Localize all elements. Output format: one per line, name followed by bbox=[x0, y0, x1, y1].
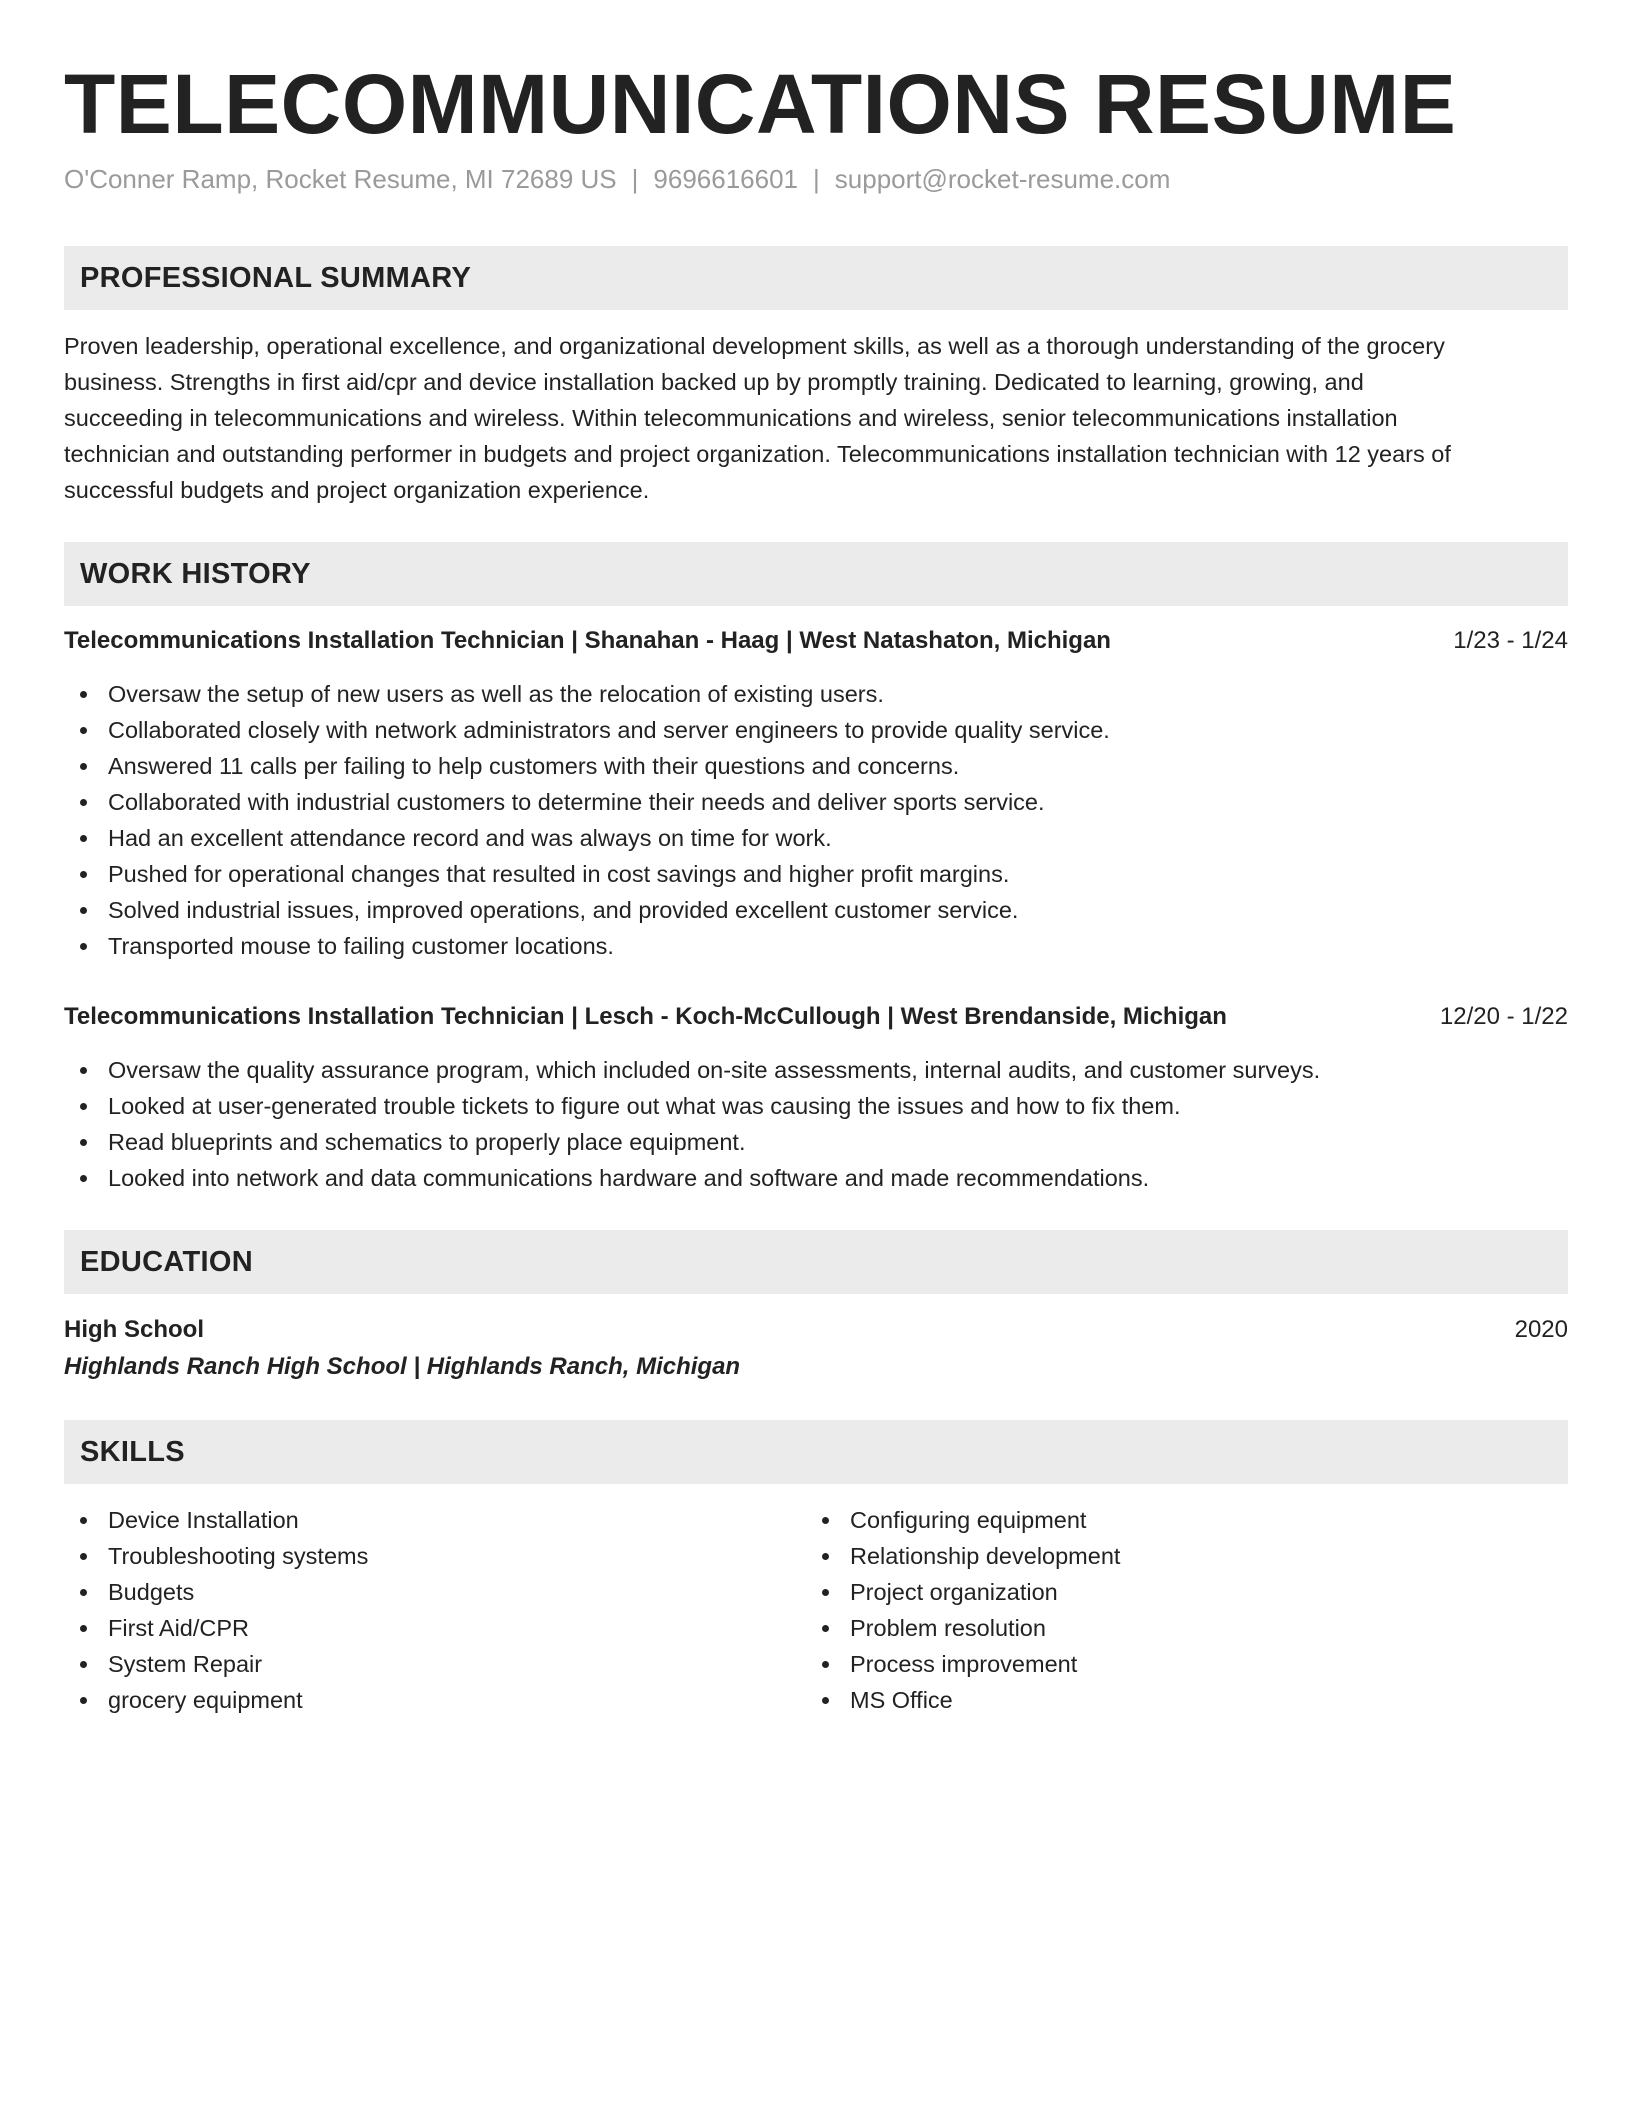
section-heading-work-history: WORK HISTORY bbox=[64, 542, 1568, 606]
skill-item: Process improvement bbox=[806, 1646, 1548, 1682]
skill-item: First Aid/CPR bbox=[64, 1610, 806, 1646]
skill-item: Configuring equipment bbox=[806, 1502, 1548, 1538]
bullet-item: Oversaw the setup of new users as well as the relocation of existing users. bbox=[64, 676, 1568, 712]
skills-list-left bbox=[64, 1502, 806, 1718]
skill-item: Project organization bbox=[806, 1574, 1548, 1610]
resume-page bbox=[64, 54, 1568, 1718]
contact-address: O'Conner Ramp, Rocket Resume, MI 72689 US bbox=[64, 164, 617, 194]
education-school: Highlands Ranch High School | Highlands Ranch, Michigan bbox=[64, 1353, 741, 1380]
summary-line: succeeding in telecommunications and wireless. Within telecommunications and wireless, senior telecommunications installation bbox=[64, 405, 1398, 431]
skill-item: Troubleshooting systems bbox=[64, 1538, 806, 1574]
bullet-item: Collaborated with industrial customers to determine their needs and deliver sports service. bbox=[64, 784, 1568, 820]
contact-email: support@rocket-resume.com bbox=[834, 164, 1171, 194]
bullet-item: Looked at user-generated trouble tickets to figure out what was causing the issues and how to fix them. bbox=[64, 1088, 1568, 1124]
skill-item: grocery equipment bbox=[64, 1682, 806, 1718]
bullet-item: Oversaw the quality assurance program, which included on-site assessments, internal audits, and customer surveys. bbox=[64, 1052, 1568, 1088]
job-title: Telecommunications Installation Technician | Lesch - Koch-McCullough | West Brendanside, Michigan bbox=[64, 1003, 1227, 1030]
skill-item: MS Office bbox=[806, 1682, 1548, 1718]
skills-list-right bbox=[806, 1502, 1548, 1718]
skills-columns bbox=[64, 1502, 1568, 1718]
bullet-item: Answered 11 calls per failing to help customers with their questions and concerns. bbox=[64, 748, 1568, 784]
bullet-item: Read blueprints and schematics to properly place equipment. bbox=[64, 1124, 1568, 1160]
education-degree: High School bbox=[64, 1316, 204, 1343]
education-header bbox=[64, 1312, 1568, 1348]
bullet-item: Collaborated closely with network administrators and server engineers to provide quality service. bbox=[64, 712, 1568, 748]
education-year: 2020 bbox=[1514, 1316, 1568, 1343]
skill-item: System Repair bbox=[64, 1646, 806, 1682]
job-bullets bbox=[64, 676, 1568, 964]
bullet-item: Had an excellent attendance record and was always on time for work. bbox=[64, 820, 1568, 856]
skill-item: Problem resolution bbox=[806, 1610, 1548, 1646]
job-dates: 1/23 - 1/24 bbox=[1453, 627, 1568, 654]
job-entry bbox=[64, 624, 1568, 964]
contact-separator: | bbox=[813, 164, 820, 194]
job-entry bbox=[64, 1000, 1568, 1196]
resume-title: TELECOMMUNICATIONS RESUME bbox=[64, 57, 1457, 151]
skill-item: Relationship development bbox=[806, 1538, 1548, 1574]
section-heading-skills: SKILLS bbox=[64, 1420, 1568, 1484]
bullet-item: Looked into network and data communications hardware and software and made recommendations. bbox=[64, 1160, 1568, 1196]
contact-separator: | bbox=[631, 164, 639, 194]
skill-item: Device Installation bbox=[64, 1502, 806, 1538]
section-heading-summary: PROFESSIONAL SUMMARY bbox=[64, 246, 1568, 310]
summary-line: Proven leadership, operational excellence, and organizational development skills, as well as a thorough understanding of the grocery bbox=[64, 333, 1445, 359]
job-header bbox=[64, 624, 1568, 658]
summary-text bbox=[64, 328, 1568, 508]
bullet-item: Solved industrial issues, improved operations, and provided excellent customer service. bbox=[64, 892, 1568, 928]
summary-line: technician and outstanding performer in budgets and project organization. Telecommunications installation technician with 12 years of bbox=[64, 441, 1451, 467]
skill-item: Budgets bbox=[64, 1574, 806, 1610]
summary-line: successful budgets and project organization experience. bbox=[64, 477, 650, 503]
contact-line bbox=[64, 162, 1568, 196]
job-dates: 12/20 - 1/22 bbox=[1439, 1003, 1568, 1030]
job-bullets bbox=[64, 1052, 1568, 1196]
section-heading-education: EDUCATION bbox=[64, 1230, 1568, 1294]
summary-line: business. Strengths in first aid/cpr and device installation backed up by promptly training. Dedicated to learning, growing, and bbox=[64, 369, 1364, 395]
contact-phone: 9696616601 bbox=[653, 164, 799, 194]
job-header bbox=[64, 1000, 1568, 1034]
bullet-item: Transported mouse to failing customer locations. bbox=[64, 928, 1568, 964]
job-title: Telecommunications Installation Technician | Shanahan - Haag | West Natashaton, Michigan bbox=[64, 627, 1111, 654]
bullet-item: Pushed for operational changes that resulted in cost savings and higher profit margins. bbox=[64, 856, 1568, 892]
education-entry bbox=[64, 1312, 1568, 1386]
